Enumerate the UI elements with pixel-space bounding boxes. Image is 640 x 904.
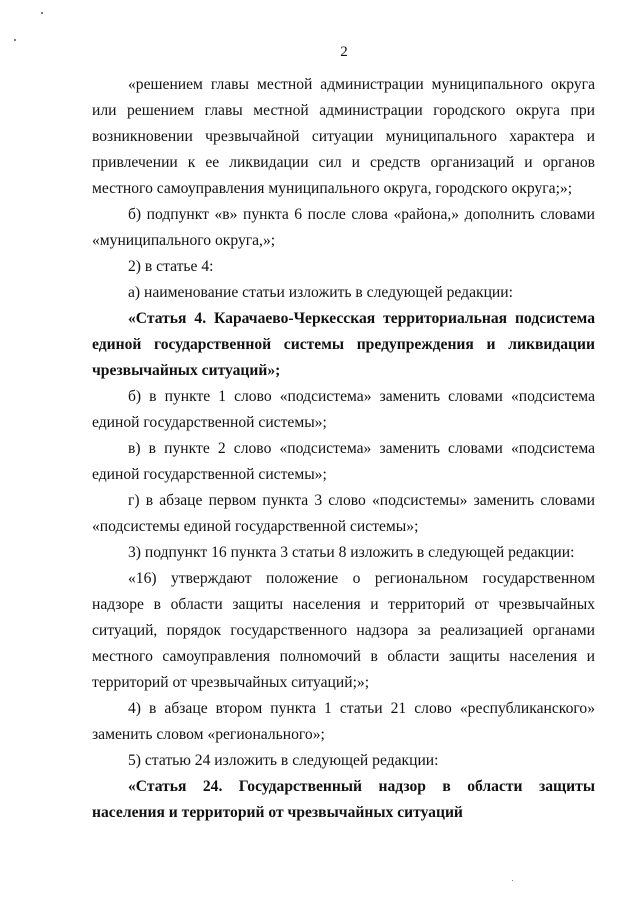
paragraph: «16) утверждают положение о региональном государственном надзоре в области защиты населения и территорий от чрезвычайных ситуаций, порядок государственного надзора за реализацией органами местного самоуправления полномочий в области защиты населения и территорий от чрезвычайных ситуаций;»; — [92, 570, 595, 691]
paragraph: 5) статью 24 изложить в следующей редакции: — [128, 752, 439, 769]
paragraph: в) в пункте 2 слово «подсистема» заменить словами «подсистема единой государственной системы»; — [92, 440, 595, 483]
paragraph: б) подпункт «в» пункта 6 после слова «района,» дополнить словами «муниципального округа,»; — [92, 206, 595, 249]
paragraph: а) наименование статьи изложить в следующей редакции: — [128, 284, 513, 301]
scan-speck — [512, 880, 513, 881]
page-number — [0, 43, 640, 61]
paragraph: 3) подпункт 16 пункта 3 статьи 8 изложить в следующей редакции: — [128, 544, 575, 561]
paragraph: «решением главы местной администрации муниципального округа или решением главы местной администрации городского округа при возникновении чрезвычайной ситуации муниципального характера и привлечении к ее ликвидации сил и средств организаций и органов местного самоуправления муниципального округа, городского округа;»; — [92, 76, 595, 197]
document-body — [92, 72, 595, 826]
article-heading: «Статья 4. Карачаево-Черкесская территориальная подсистема единой государственной системы предупреждения и ликвидации чрезвычайных ситуаций»; — [92, 310, 595, 379]
scan-speck — [41, 12, 43, 14]
scan-speck — [14, 39, 16, 41]
paragraph: б) в пункте 1 слово «подсистема» заменить словами «подсистема единой государственной системы»; — [92, 388, 595, 431]
paragraph: г) в абзаце первом пункта 3 слово «подсистемы» заменить словами «подсистемы единой государственной системы»; — [92, 492, 595, 535]
paragraph: 2) в статье 4: — [128, 258, 214, 275]
article-heading: «Статья 24. Государственный надзор в области защиты населения и территорий от чрезвычайных ситуаций — [92, 778, 595, 821]
paragraph: 4) в абзаце втором пункта 1 статьи 21 слово «республиканского» заменить словом «регионального»; — [92, 700, 595, 743]
page-number-text: 2 — [340, 44, 348, 60]
